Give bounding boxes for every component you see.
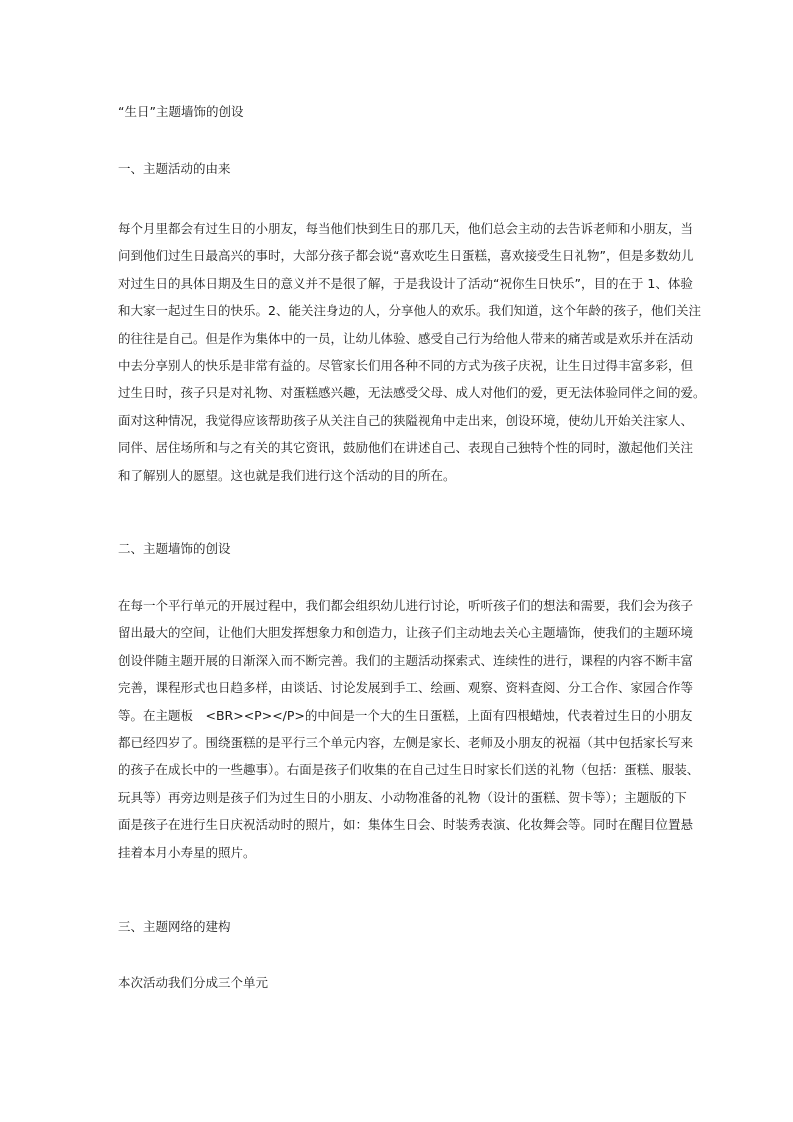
paragraph-line: 每个月里都会有过生日的小朋友，每当他们快到生日的那几天，他们总会主动的去告诉老师和小朋友，当 bbox=[118, 221, 694, 236]
paragraph-line: 和大家一起过生日的快乐。2、能关注身边的人，分享他人的欢乐。我们知道，这个年龄的孩子，他们关注 bbox=[118, 303, 701, 319]
paragraph-line: 中去分享别人的快乐是非常有益的。尽管家长们用各种不同的方式为孩子庆祝，让生日过得丰富多彩，但 bbox=[118, 357, 694, 373]
section-heading-wall-design: 二、主题墙饰的创设 bbox=[118, 541, 231, 556]
paragraph-line: 对过生日的具体日期及生日的意义并不是很了解，于是我设计了活动“祝你生日快乐”，目的在于 1、体验 bbox=[118, 275, 693, 291]
section-heading-origin: 一、主题活动的由来 bbox=[118, 161, 231, 176]
document-title: “生日”主题墙饰的创设 bbox=[118, 104, 244, 119]
section-heading-network: 三、主题网络的建构 bbox=[118, 919, 231, 934]
paragraph-line: 在每一个平行单元的开展过程中，我们都会组织幼儿进行讨论，听听孩子们的想法和需要，我们会为孩子 bbox=[118, 598, 694, 613]
section-paragraph-network bbox=[118, 969, 678, 996]
paragraph-line: 面是孩子在进行生日庆祝活动时的照片，如：集体生日会、时装秀表演、化妆舞会等。同时在醒目位置悬 bbox=[118, 817, 694, 833]
paragraph-line: 等。在主题板 <BR><P></P>的中间是一个大的生日蛋糕，上面有四根蜡烛，代表着过生日的小朋友 bbox=[118, 707, 693, 723]
section-paragraph-wall-design bbox=[118, 592, 700, 866]
paragraph-line: 都已经四岁了。围绕蛋糕的是平行三个单元内容，左侧是家长、老师及小朋友的祝福（其中包括家长写来 bbox=[118, 734, 694, 750]
paragraph-line: 的孩子在成长中的一些趣事）。右面是孩子们收集的在自己过生日时家长们送的礼物（包括：蛋糕、服装、 bbox=[118, 762, 700, 778]
paragraph-line: 同伴、居住场所和与之有关的其它资讯，鼓励他们在讲述自己、表现自己独特个性的同时，激起他们关注 bbox=[118, 440, 694, 456]
paragraph-line: 和了解别人的愿望。这也就是我们进行这个活动的目的所在。 bbox=[118, 467, 456, 483]
paragraph-line: 的往往是自己。但是作为集体中的一员，让幼儿体验、感受自己行为给他人带来的痛苦或是欢乐并在活动 bbox=[118, 330, 694, 346]
paragraph-line: 本次活动我们分成三个单元 bbox=[118, 975, 269, 990]
paragraph-line: 创设伴随主题开展的日渐深入而不断完善。我们的主题活动探索式、连续性的进行，课程的内容不断丰富 bbox=[118, 652, 694, 668]
paragraph-line: 挂着本月小寿星的照片。 bbox=[118, 844, 256, 860]
paragraph-line: 留出最大的空间，让他们大胆发挥想象力和创造力，让孩子们主动地去关心主题墙饰，使我们的主题环境 bbox=[118, 625, 694, 641]
paragraph-line: 面对这种情况，我觉得应该帮助孩子从关注自己的狭隘视角中走出来，创设环境，使幼儿开始关注家人、 bbox=[118, 412, 694, 428]
paragraph-line: 玩具等）再旁边则是孩子们为过生日的小朋友、小动物准备的礼物（设计的蛋糕、贺卡等）；主题版的下 bbox=[118, 789, 687, 805]
paragraph-line: 问到他们过生日最高兴的事时，大部分孩子都会说“喜欢吃生日蛋糕，喜欢接受生日礼物”，但是多数幼儿 bbox=[118, 248, 694, 264]
paragraph-line: 过生日时，孩子只是对礼物、对蛋糕感兴趣，无法感受父母、成人对他们的爱，更无法体验同伴之间的爱。 bbox=[118, 385, 706, 401]
paragraph-line: 完善，课程形式也日趋多样，由谈话、讨论发展到手工、绘画、观察、资料查阅、分工合作、家园合作等 bbox=[118, 680, 694, 696]
section-paragraph-origin bbox=[118, 215, 706, 489]
